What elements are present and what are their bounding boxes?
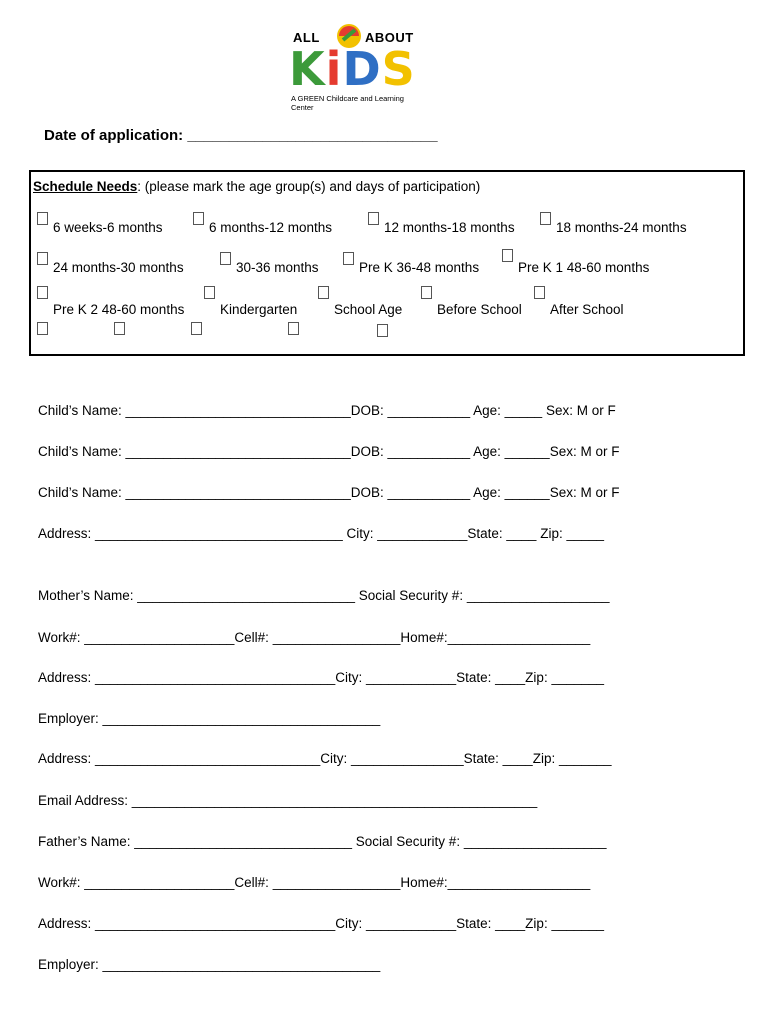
checkbox-before-school[interactable] bbox=[421, 286, 432, 299]
age-group-label: Before School bbox=[437, 302, 522, 317]
father-address-line[interactable]: Address: ________________________________City: ____________State: ____Zip: _______ bbox=[38, 916, 604, 931]
mother-phones-line[interactable]: Work#: ____________________Cell#: _________________Home#:___________________ bbox=[38, 630, 591, 645]
age-group-label: Pre K 2 48-60 months bbox=[53, 302, 185, 317]
age-group-label: Pre K 1 48-60 months bbox=[518, 260, 650, 275]
age-group-label: School Age bbox=[334, 302, 403, 317]
child-name-line-3[interactable]: Child’s Name: ______________________________DOB: ___________ Age: ______Sex: M or F bbox=[38, 485, 620, 500]
checkbox-prek2-48-60[interactable] bbox=[37, 286, 48, 299]
age-group-label: 6 months-12 months bbox=[209, 220, 333, 235]
checkbox-after-school[interactable] bbox=[534, 286, 545, 299]
checkbox-30m-36m[interactable] bbox=[220, 252, 231, 265]
logo-tagline: A GREEN Childcare and Learning Center bbox=[291, 94, 404, 112]
checkbox-prek1-48-60[interactable] bbox=[502, 249, 513, 262]
logo-letter-i: i bbox=[325, 42, 343, 96]
checkbox-18m-24m[interactable] bbox=[540, 212, 551, 225]
father-phones-line[interactable]: Work#: ____________________Cell#: _________________Home#:___________________ bbox=[38, 875, 591, 890]
checkbox-6w-6m[interactable] bbox=[37, 212, 48, 225]
logo-text-about: ABOUT bbox=[365, 30, 414, 45]
checkbox-6m-12m[interactable] bbox=[193, 212, 204, 225]
mother-name-line[interactable]: Mother’s Name: _____________________________ Social Security #: ___________________ bbox=[38, 588, 610, 603]
age-group-label: Pre K 36-48 months bbox=[359, 260, 480, 275]
age-group-label: Kindergarten bbox=[220, 302, 298, 317]
schedule-needs-hint: : (please mark the age group(s) and days of participation) bbox=[137, 179, 481, 194]
checkbox-school-age[interactable] bbox=[318, 286, 329, 299]
checkbox-12m-18m[interactable] bbox=[368, 212, 379, 225]
date-of-application[interactable]: Date of application: ______________________________ bbox=[44, 127, 438, 144]
checkbox-prek-36-48[interactable] bbox=[343, 252, 354, 265]
mother-employer-address-line[interactable]: Address: ______________________________City: _______________State: ____Zip: _______ bbox=[38, 751, 612, 766]
father-employer-line[interactable]: Employer: _____________________________________ bbox=[38, 957, 381, 972]
checkbox-kindergarten[interactable] bbox=[204, 286, 215, 299]
email-address-line[interactable]: Email Address: ______________________________________________________ bbox=[38, 793, 538, 808]
checkbox-blank[interactable] bbox=[377, 324, 388, 337]
checkbox-blank[interactable] bbox=[114, 322, 125, 335]
child-name-line-1[interactable]: Child’s Name: ______________________________DOB: ___________ Age: _____ Sex: M or F bbox=[38, 403, 616, 418]
checkbox-blank[interactable] bbox=[191, 322, 202, 335]
father-name-line[interactable]: Father’s Name: _____________________________ Social Security #: ___________________ bbox=[38, 834, 607, 849]
age-group-label: 6 weeks-6 months bbox=[53, 220, 163, 235]
age-group-label: 12 months-18 months bbox=[384, 220, 515, 235]
mother-address-line[interactable]: Address: ________________________________City: ____________State: ____Zip: _______ bbox=[38, 670, 604, 685]
child-name-line-2[interactable]: Child’s Name: ______________________________DOB: ___________ Age: ______Sex: M or F bbox=[38, 444, 620, 459]
checkbox-blank[interactable] bbox=[37, 322, 48, 335]
age-group-label: 24 months-30 months bbox=[53, 260, 184, 275]
age-group-label: After School bbox=[550, 302, 624, 317]
age-group-label: 18 months-24 months bbox=[556, 220, 687, 235]
logo-letter-d: D bbox=[342, 42, 382, 96]
schedule-needs-heading bbox=[33, 179, 480, 194]
address-line-child[interactable]: Address: _________________________________ City: ____________State: ____ Zip: _____ bbox=[38, 526, 604, 541]
logo-letter-s: S bbox=[381, 42, 416, 96]
logo-kids bbox=[289, 42, 416, 96]
schedule-needs-label: Schedule Needs bbox=[33, 179, 138, 194]
logo-letter-k: K bbox=[289, 42, 326, 96]
age-group-label: 30-36 months bbox=[236, 260, 319, 275]
mother-employer-line[interactable]: Employer: _____________________________________ bbox=[38, 711, 381, 726]
logo-text-all: ALL bbox=[293, 30, 320, 45]
logo bbox=[285, 22, 425, 112]
checkbox-blank[interactable] bbox=[288, 322, 299, 335]
checkbox-24m-30m[interactable] bbox=[37, 252, 48, 265]
